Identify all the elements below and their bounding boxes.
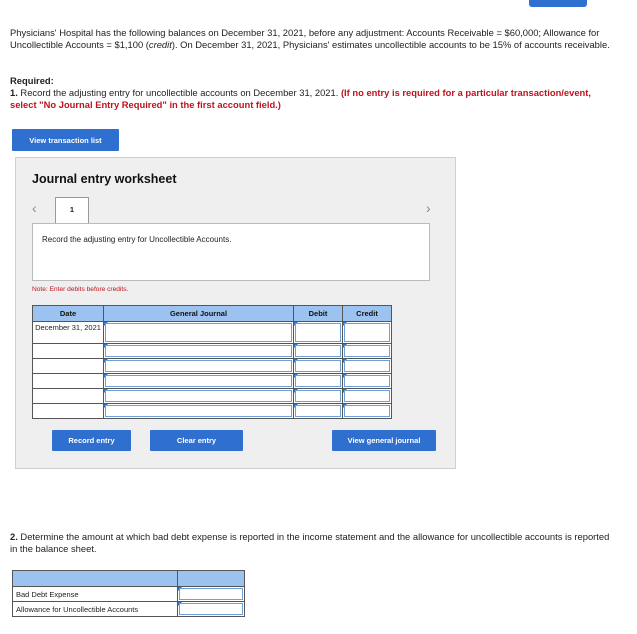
table-row	[33, 404, 392, 419]
date-cell	[33, 404, 104, 419]
view-general-journal-button[interactable]: View general journal	[332, 430, 436, 451]
required-heading: Required:	[10, 75, 54, 86]
debit-input[interactable]	[294, 359, 343, 374]
debit-input[interactable]	[294, 404, 343, 419]
credit-input[interactable]	[343, 344, 392, 359]
worksheet-title: Journal entry worksheet	[32, 172, 177, 186]
debit-input[interactable]	[294, 374, 343, 389]
date-cell	[33, 359, 104, 374]
top-action-button[interactable]	[529, 0, 587, 7]
credit-input[interactable]	[343, 404, 392, 419]
column-header-debit: Debit	[294, 306, 343, 322]
problem-text-part1: Physicians' Hospital has the following balances on December 31, 2021, before any adjustment: Accounts Receivable = $60,000; Allowance for Uncollectible Accounts = $1,100 (	[10, 27, 600, 50]
date-cell	[33, 389, 104, 404]
account-input[interactable]	[104, 404, 294, 419]
requirement-2-text: Determine the amount at which bad debt expense is reported in the income statement and the allowance for uncollectible accounts is reported in the balance sheet.	[10, 531, 610, 554]
bad-debt-header-amount	[178, 571, 245, 587]
column-header-credit: Credit	[343, 306, 392, 322]
worksheet-instruction: Record the adjusting entry for Uncollectible Accounts.	[32, 223, 430, 281]
requirement-1	[10, 87, 610, 111]
bad-debt-expense-label: Bad Debt Expense	[13, 587, 178, 602]
date-cell	[33, 344, 104, 359]
requirement-1-number: 1.	[10, 87, 18, 98]
journal-table	[32, 305, 392, 419]
problem-statement	[10, 27, 610, 51]
column-header-date: Date	[33, 306, 104, 322]
bad-debt-header-label	[13, 571, 178, 587]
table-row	[33, 374, 392, 389]
record-entry-button[interactable]: Record entry	[52, 430, 131, 451]
requirement-2-number: 2.	[10, 531, 18, 542]
debit-input[interactable]	[294, 389, 343, 404]
table-row	[33, 344, 392, 359]
date-cell: December 31, 2021	[33, 322, 104, 344]
column-header-general-journal: General Journal	[104, 306, 294, 322]
requirement-1-note: (If no entry is required for a particular transaction/event, select "No Journal Entry Required" in the first account field.)	[10, 87, 591, 110]
view-transaction-list-button[interactable]: View transaction list	[12, 129, 119, 151]
table-row	[13, 587, 245, 602]
problem-text-credit: credit	[148, 39, 172, 50]
requirement-1-text: Record the adjusting entry for uncollectible accounts on December 31, 2021.	[17, 87, 341, 98]
bad-debt-table	[12, 570, 245, 617]
chevron-left-icon[interactable]: ‹	[32, 200, 37, 216]
table-row	[33, 389, 392, 404]
problem-text-part2: ). On December 31, 2021, Physicians' estimates uncollectible accounts to be 15% of accounts receivable.	[171, 39, 610, 50]
account-input[interactable]	[104, 389, 294, 404]
credit-input[interactable]	[343, 389, 392, 404]
table-row	[33, 359, 392, 374]
account-input[interactable]	[104, 344, 294, 359]
account-input[interactable]	[104, 359, 294, 374]
table-row	[13, 602, 245, 617]
debit-input[interactable]	[294, 344, 343, 359]
journal-entry-worksheet	[15, 157, 456, 469]
date-cell	[33, 374, 104, 389]
credit-input[interactable]	[343, 322, 392, 344]
credit-input[interactable]	[343, 359, 392, 374]
allowance-input[interactable]	[178, 602, 245, 617]
account-input[interactable]	[104, 322, 294, 344]
chevron-right-icon[interactable]: ›	[426, 200, 431, 216]
clear-entry-button[interactable]: Clear entry	[150, 430, 243, 451]
debits-note: Note: Enter debits before credits.	[32, 286, 129, 293]
account-input[interactable]	[104, 374, 294, 389]
bad-debt-expense-input[interactable]	[178, 587, 245, 602]
credit-input[interactable]	[343, 374, 392, 389]
debit-input[interactable]	[294, 322, 343, 344]
allowance-label: Allowance for Uncollectible Accounts	[13, 602, 178, 617]
table-row	[33, 322, 392, 344]
requirement-2	[10, 531, 610, 555]
worksheet-page-tab[interactable]: 1	[55, 197, 89, 223]
